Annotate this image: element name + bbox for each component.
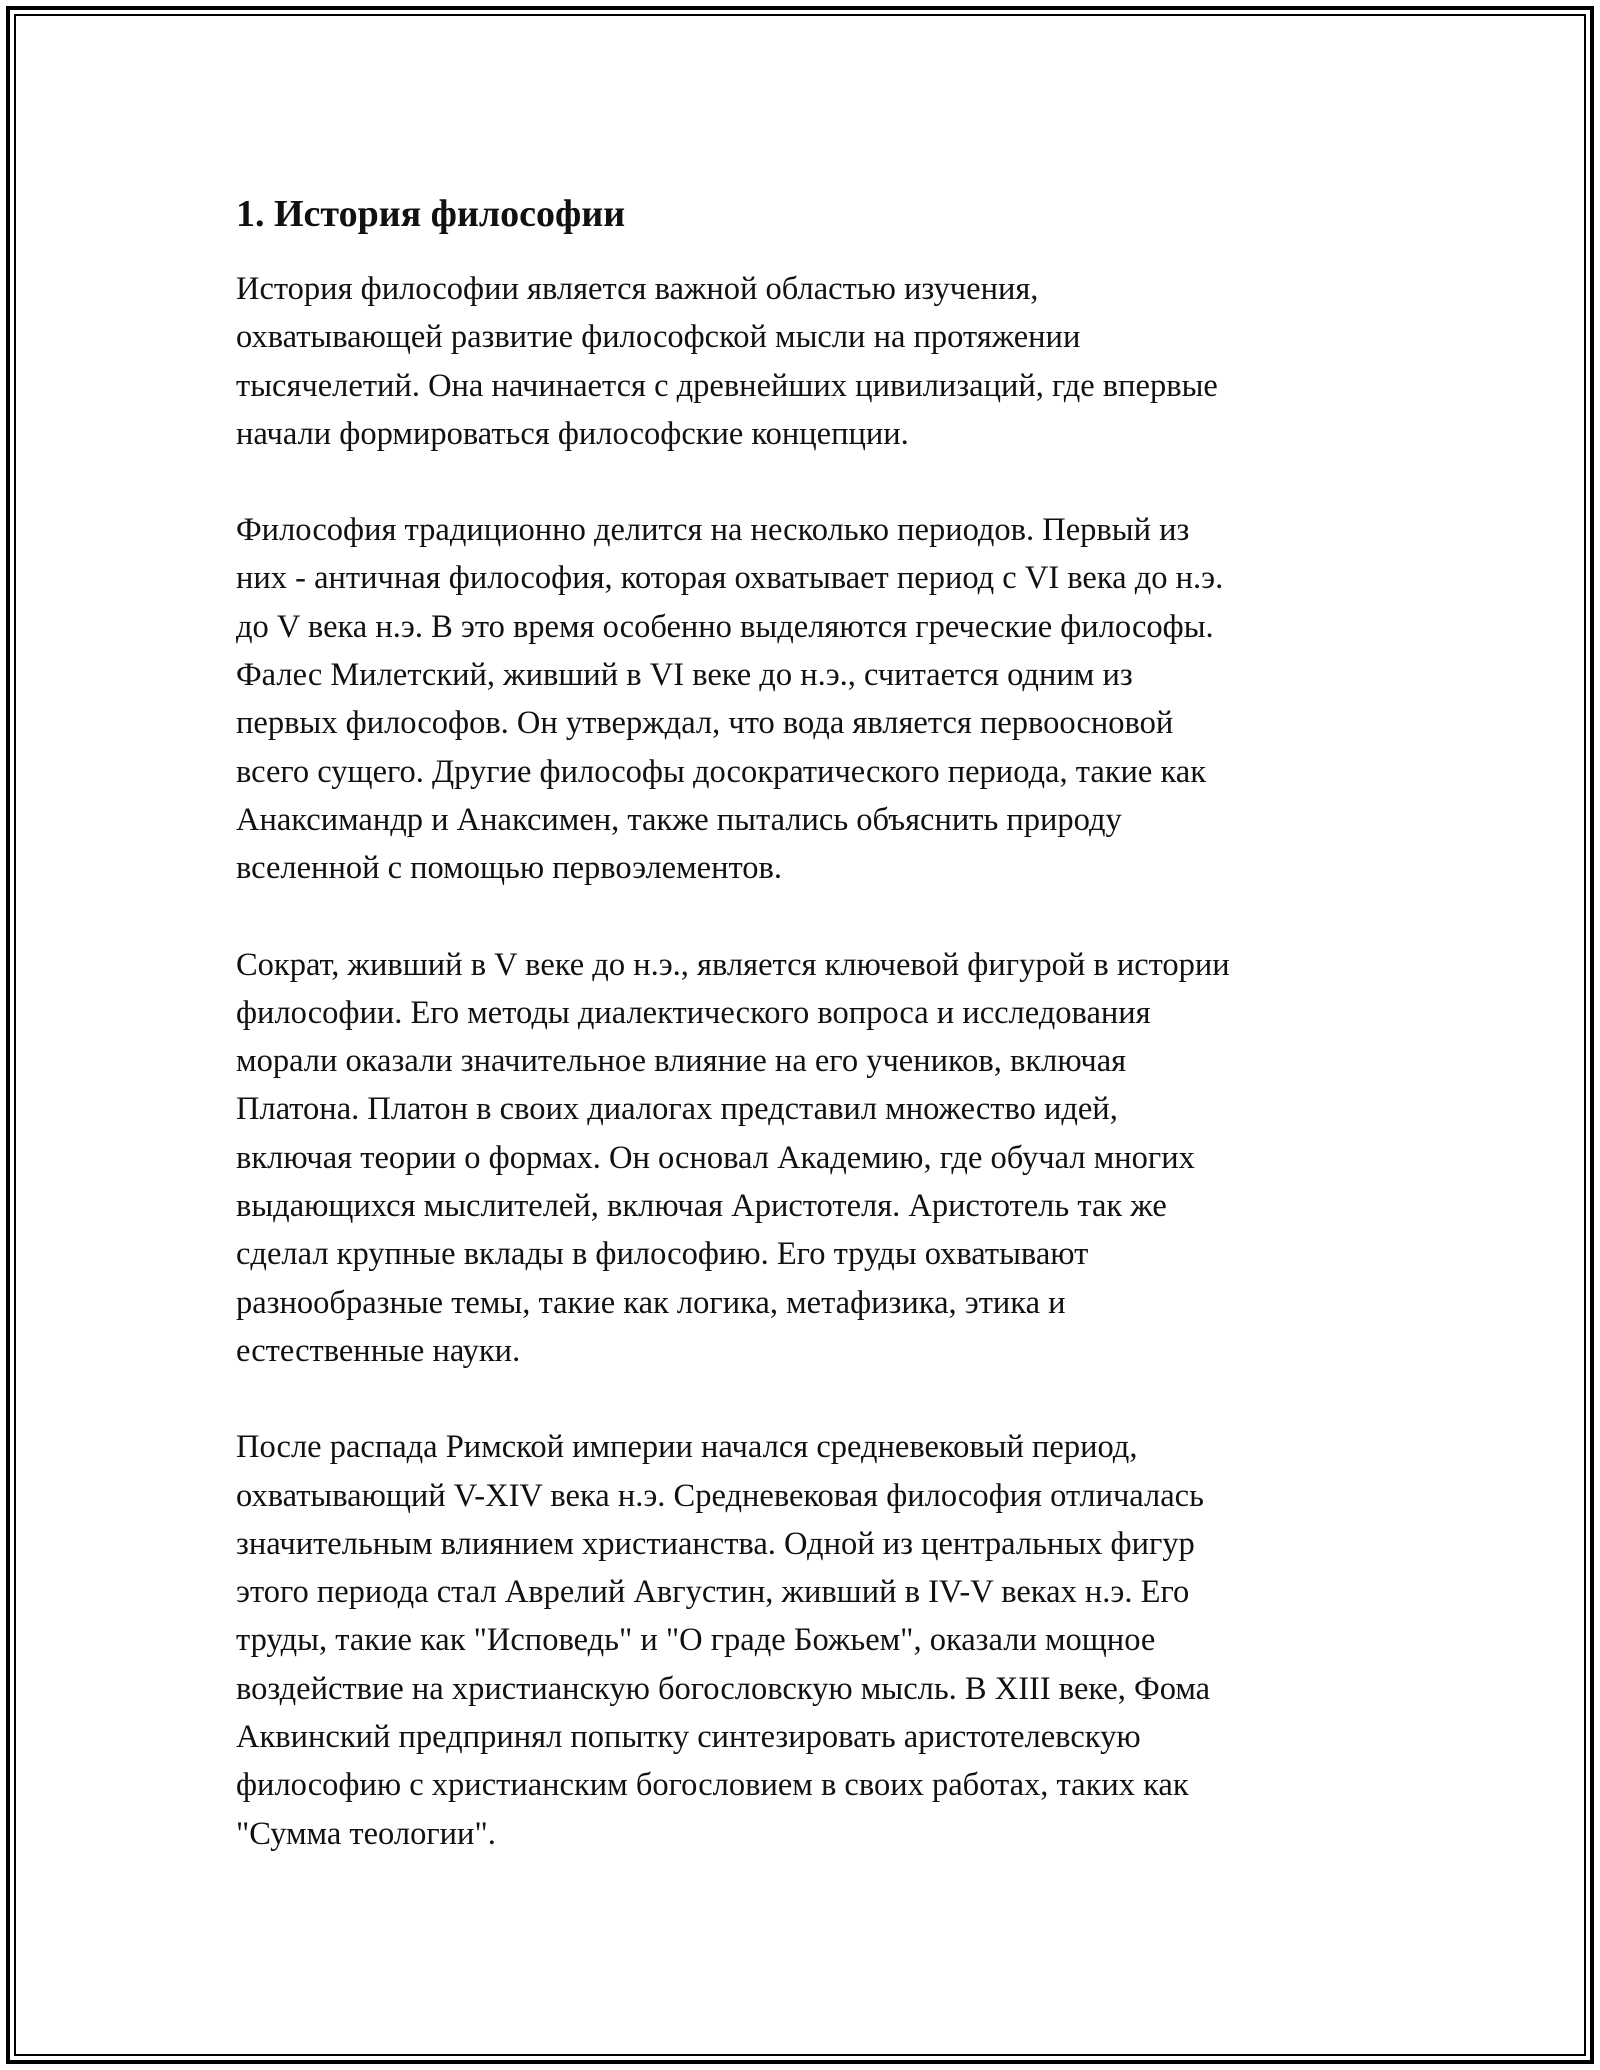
document-body <box>236 190 1376 1906</box>
paragraph-medieval-philosophy: После распада Римской империи начался средневековый период, охватывающий V-XIV века н.э. Средневековая философия отличалась значительным влиянием христианства. Одной из центральных фигур этого периода стал Аврелий Августин, живший в IV-V веках н.э. Его труды, такие как "Исповедь" и "О граде Божьем", оказали мощное воздействие на христианскую богословскую мысль. В XIII веке, Фома Аквинский предпринял попытку синтезировать аристотелевскую философию с христианским богословием в своих работах, таких как "Сумма теологии". <box>236 1429 1211 1852</box>
paragraph-ancient-philosophy: Философия традиционно делится на несколько периодов. Первый из них - античная философия, которая охватывает период с VI века до н.э. до V века н.э. В это время особенно выделяются греческие философы. Фалес Милетский, живший в VI веке до н.э., считается одним из первых философов. Он утверждал, что вода является первоосновой всего сущего. Другие философы досократического периода, такие как Анаксимандр и Анаксимен, также пытались объяснить природу вселенной с помощью первоэлементов. <box>236 512 1224 887</box>
paragraph-intro: История философии является важной областью изучения, охватывающей развитие философской мысли на протяжении тысячелетий. Она начинается с древнейших цивилизаций, где впервые начали формироваться философские концепции. <box>236 271 1218 452</box>
section-heading: 1. История философии <box>236 193 626 235</box>
paragraph-socrates-plato-aristotle: Сократ, живший в V веке до н.э., является ключевой фигурой в истории философии. Его методы диалектического вопроса и исследования морали оказали значительное влияние на его учеников, включая Платона. Платон в своих диалогах представил множество идей, включая теории о формах. Он основал Академию, где обучал многих выдающихся мыслителей, включая Аристотеля. Аристотель так же сделал крупные вклады в философию. Его труды охватывают разнообразные темы, такие как логика, метафизика, этика и естественные науки. <box>236 946 1230 1369</box>
